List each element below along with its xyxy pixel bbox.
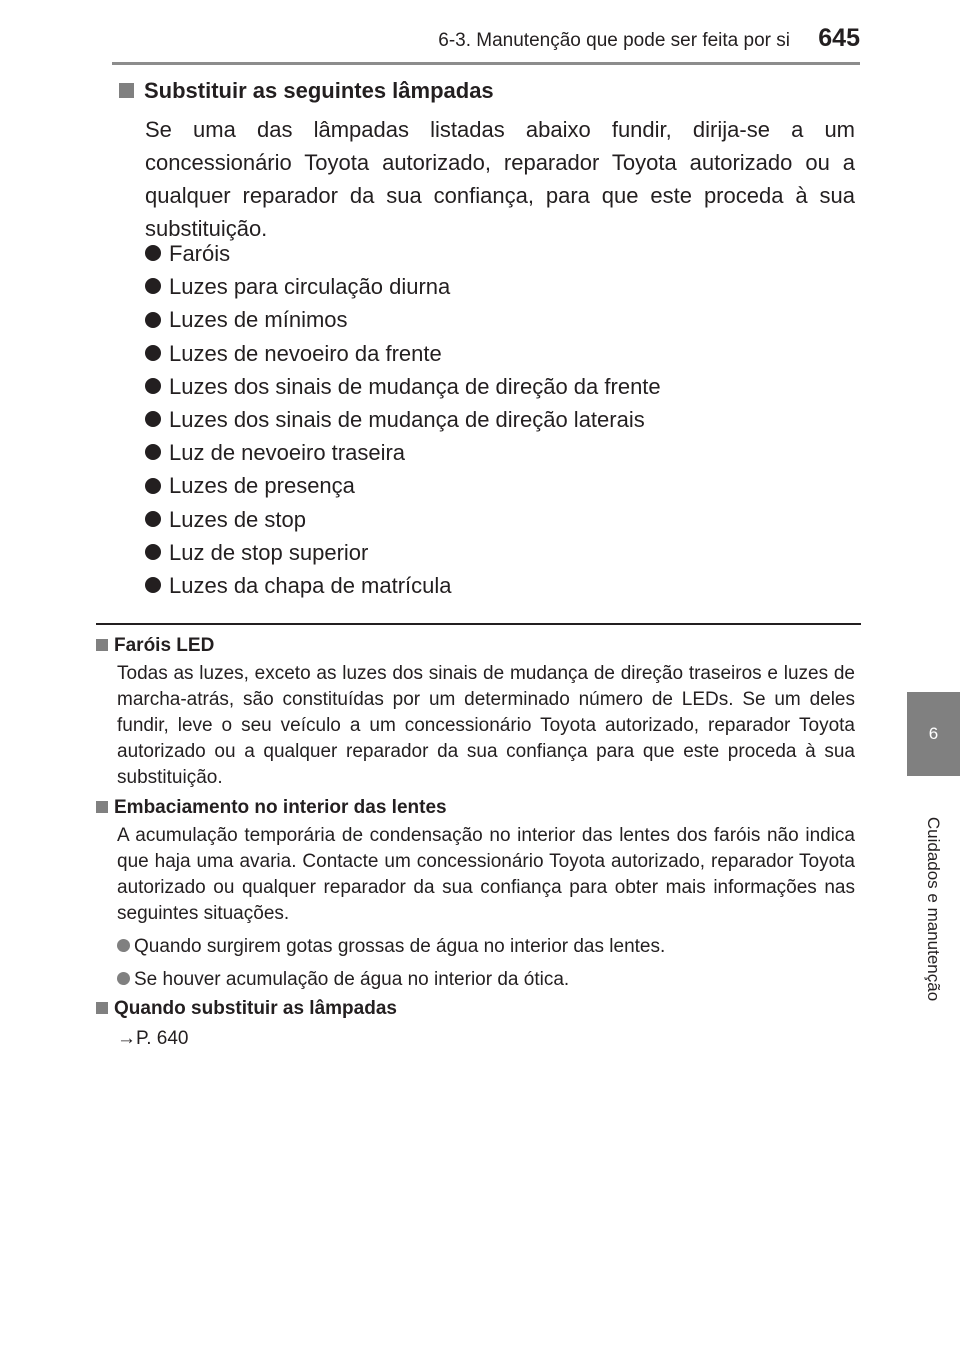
square-bullet-icon — [96, 1002, 108, 1014]
note-body: Todas as luzes, exceto as luzes dos sinais de mudança de direção traseiros e luzes de marcha-atrás, são constituídas por um determinado número de LEDs. Se um deles fundir, leve o seu veículo a um concessionário Toyota autorizado, reparador Toyota autorizado ou a qualquer reparador da sua confiança para que este proceda à sua substituição. — [117, 663, 855, 788]
bullet-dot-icon — [145, 245, 161, 261]
bullet-dot-icon — [145, 278, 161, 294]
page-reference: →P. 640 — [117, 1028, 189, 1049]
list-item: Luzes dos sinais de mudança de direção laterais — [145, 403, 855, 436]
list-item: Luz de nevoeiro traseira — [145, 436, 855, 469]
bullet-dot-icon — [145, 444, 161, 460]
bullet-dot-icon — [145, 411, 161, 427]
chapter-tab-title-text: Cuidados e manutenção — [924, 816, 944, 1002]
bullet-dot-icon — [117, 939, 130, 952]
square-bullet-icon — [96, 639, 108, 651]
page-number: 645 — [818, 24, 860, 52]
bullet-dot-icon — [145, 511, 161, 527]
bullet-dot-icon — [145, 345, 161, 361]
bullet-dot-icon — [145, 378, 161, 394]
list-item: Luzes de nevoeiro da frente — [145, 337, 855, 370]
bullet-dot-icon — [145, 577, 161, 593]
list-item: Luzes de mínimos — [145, 303, 855, 336]
section-heading — [119, 78, 494, 104]
list-item: Luzes de presença — [145, 469, 855, 502]
chapter-tab-number: 6 — [907, 692, 960, 776]
list-item: Luz de stop superior — [145, 536, 855, 569]
page-header — [112, 0, 860, 62]
bullet-dot-icon — [145, 312, 161, 328]
list-item: Quando surgirem gotas grossas de água no interior das lentes. — [117, 934, 861, 960]
note-body: A acumulação temporária de condensação no interior das lentes dos faróis não indica que haja uma avaria. Contacte um concessionário Toyota autorizado, reparador Toyota autorizado ou qualquer reparador da sua confiança para obter mais informações nas seguintes situações. — [117, 825, 855, 924]
header-rule — [112, 62, 860, 65]
note-led-headlights — [96, 633, 861, 791]
section-intro: Se uma das lâmpadas listadas abaixo fundir, dirija-se a um concessionário Toyota autorizado, reparador Toyota autorizado ou a qualquer reparador da sua confiança, para que este proceda à sua substituição. — [145, 117, 855, 241]
list-item: Faróis — [145, 237, 855, 270]
list-item: Luzes de stop — [145, 503, 855, 536]
list-item: Luzes dos sinais de mudança de direção da frente — [145, 370, 855, 403]
note-when-replace — [96, 996, 861, 1052]
list-item: Se houver acumulação de água no interior da ótica. — [117, 967, 861, 993]
chapter-tab-title — [907, 778, 960, 1040]
note-lens-condensation — [96, 795, 861, 993]
list-item: Luzes para circulação diurna — [145, 270, 855, 303]
square-bullet-icon — [119, 83, 134, 98]
note-heading: Quando substituir as lâmpadas — [96, 996, 861, 1022]
section-heading-text: Substituir as seguintes lâmpadas — [144, 78, 494, 103]
bullet-dot-icon — [145, 544, 161, 560]
bullet-dot-icon — [145, 478, 161, 494]
header-section-title: 6-3. Manutenção que pode ser feita por si — [438, 30, 790, 51]
bulb-list — [145, 237, 855, 602]
list-item: Luzes da chapa de matrícula — [145, 569, 855, 602]
note-heading: Embaciamento no interior das lentes — [96, 795, 861, 821]
section-divider — [96, 623, 861, 625]
note-heading: Faróis LED — [96, 633, 861, 659]
bullet-dot-icon — [117, 972, 130, 985]
square-bullet-icon — [96, 801, 108, 813]
